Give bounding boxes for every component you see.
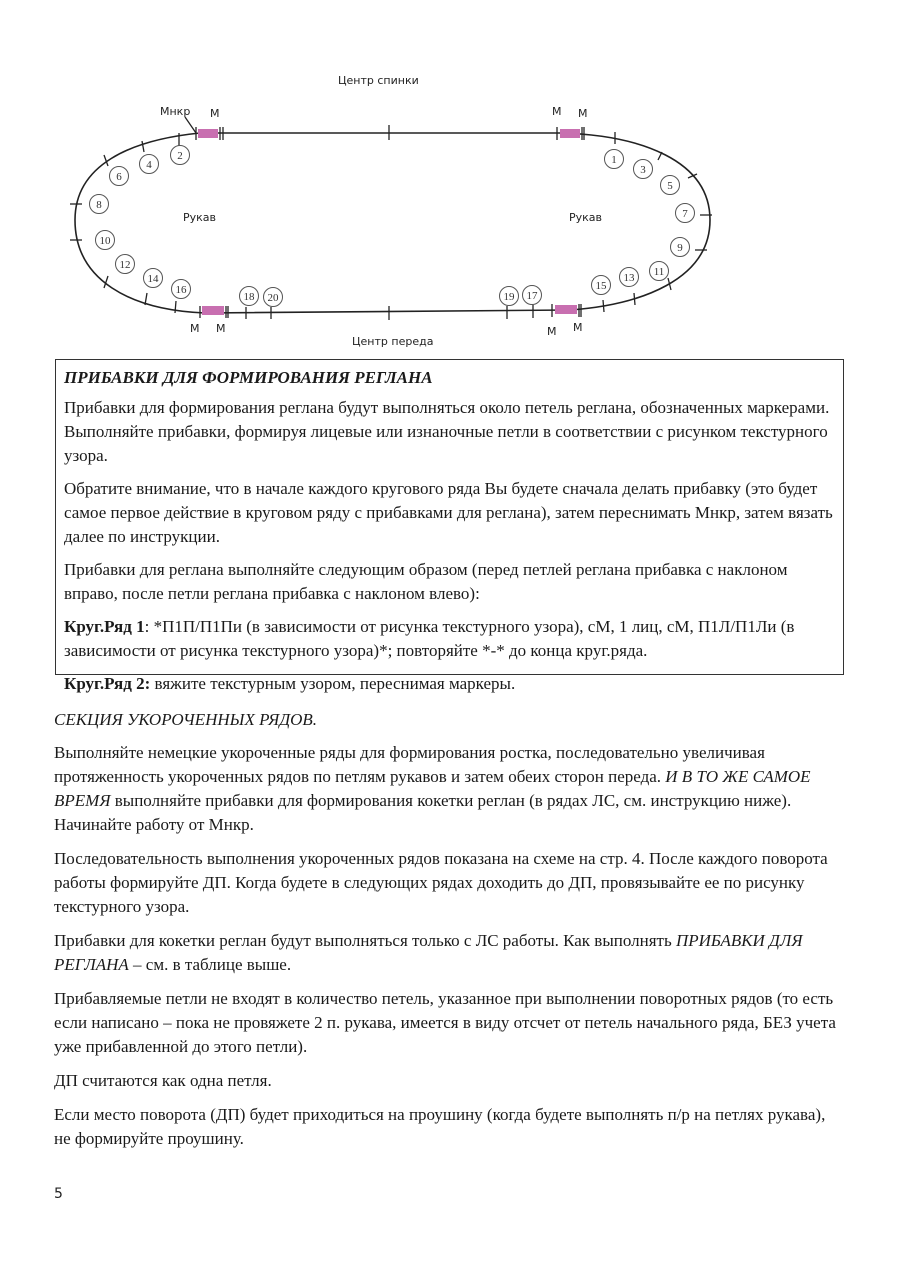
marker-label: М <box>210 107 220 120</box>
text: выполняйте прибавки для формирования кокетки реглан (в рядах ЛС, см. инструкцию ниже). Начинайте работу от Мнкр. <box>54 791 792 834</box>
sleeve-left-label: Рукав <box>183 211 217 224</box>
round-2-label: Круг.Ряд 2: <box>64 674 151 693</box>
sleeve-right-label: Рукав <box>569 211 603 224</box>
box-paragraph: Прибавки для формирования реглана будут выполняться около петель реглана, обозначенных маркерами. Выполняйте прибавки, формируя лицевые или изнаночные петли в соответствии с рисунком текстурного узора. <box>64 398 830 465</box>
row-number: 19 <box>499 286 519 306</box>
marker-label: М <box>216 322 226 335</box>
paragraph <box>54 741 844 837</box>
raglan-increases-box <box>55 359 844 693</box>
row-number: 6 <box>109 166 129 186</box>
row-number: 11 <box>649 261 669 281</box>
yoke-outline <box>0 0 898 360</box>
row-number: 3 <box>633 159 653 179</box>
marker-front-right <box>555 305 577 314</box>
marker-label: М <box>552 105 562 118</box>
mnkr-label: Мнкр <box>160 105 191 118</box>
row-number: 9 <box>670 237 690 257</box>
center-front-label: Центр переда <box>352 335 434 348</box>
round-1-text: : *П1П/П1Пи (в зависимости от рисунка текстурного узора), сМ, 1 лиц, сМ, П1Л/П1Ли (в зависимости от рисунка текстурного узора)*; повторяйте *-* до конца круг.ряда. <box>64 617 795 660</box>
row-number: 16 <box>171 279 191 299</box>
round-2-instruction <box>64 672 835 696</box>
short-rows-section <box>54 708 844 1161</box>
emphasis: И В ТО ЖЕ САМОЕ ВРЕМЯ <box>54 767 811 810</box>
row-number: 13 <box>619 267 639 287</box>
text: – см. в таблице выше. <box>128 955 292 974</box>
paragraph: Последовательность выполнения укороченных рядов показана на схеме на стр. 4. После каждого поворота работы формируйте ДП. Когда будете в следующих рядах доходить до ДП, провязывайте ее по рисунку текстурного узора. <box>54 849 828 916</box>
row-number: 12 <box>115 254 135 274</box>
box-paragraph: Обратите внимание, что в начале каждого кругового ряда Вы будете сначала делать прибавку (это будет самое первое действие в круговом ряду с прибавками для реглана), затем переснимать Мнкр, затем вязать далее по инструкции. <box>64 479 833 546</box>
row-number: 15 <box>591 275 611 295</box>
paragraph <box>54 929 844 977</box>
paragraph: Если место поворота (ДП) будет приходиться на проушину (когда будете выполнять п/р на петлях рукава), не формируйте проушину. <box>54 1105 826 1148</box>
row-number: 10 <box>95 230 115 250</box>
round-2-text: вяжите текстурным узором, переснимая маркеры. <box>150 674 516 693</box>
section-title: СЕКЦИЯ УКОРОЧЕННЫХ РЯДОВ. <box>54 710 318 729</box>
box-title: ПРИБАВКИ ДЛЯ ФОРМИРОВАНИЯ РЕГЛАНА <box>64 368 433 387</box>
center-back-label: Центр спинки <box>338 74 419 87</box>
paragraph: ДП считаются как одна петля. <box>54 1071 272 1090</box>
marker-label: М <box>547 325 557 338</box>
text: Прибавки для кокетки реглан будут выполняться только с ЛС работы. Как выполнять <box>54 931 676 950</box>
row-number: 5 <box>660 175 680 195</box>
row-number: 18 <box>239 286 259 306</box>
row-number: 17 <box>522 285 542 305</box>
text: Выполняйте немецкие укороченные ряды для формирования ростка, последовательно увеличивая протяженность укороченных рядов по петлям рукавов и затем обеих сторон переда. <box>54 743 765 786</box>
marker-front-left <box>202 306 224 315</box>
paragraph: Прибавляемые петли не входят в количество петель, указанное при выполнении поворотных рядов (то есть если написано – пока не провяжете 2 п. рукава, имеется в виду отсчет от петель начального ряда, БЕЗ учета уже прибавленной до этого петли). <box>54 989 836 1056</box>
round-1-label: Круг.Ряд 1 <box>64 617 145 636</box>
row-number: 14 <box>143 268 163 288</box>
marker-label: М <box>573 321 583 334</box>
marker-back-left <box>198 129 218 138</box>
raglan-diagram <box>0 0 898 360</box>
emphasis: ПРИБАВКИ ДЛЯ РЕГЛАНА <box>54 931 803 974</box>
page-number: 5 <box>54 1186 63 1202</box>
marker-label: М <box>190 322 200 335</box>
row-number: 2 <box>170 145 190 165</box>
box-paragraph: Прибавки для реглана выполняйте следующим образом (перед петлей реглана прибавка с наклоном вправо, после петли реглана прибавка с наклоном влево): <box>64 560 788 603</box>
row-number: 7 <box>675 203 695 223</box>
row-number: 1 <box>604 149 624 169</box>
marker-label: М <box>578 107 588 120</box>
row-number: 4 <box>139 154 159 174</box>
row-number: 8 <box>89 194 109 214</box>
marker-back-right <box>560 129 580 138</box>
row-number: 20 <box>263 287 283 307</box>
round-1-instruction <box>64 615 835 663</box>
